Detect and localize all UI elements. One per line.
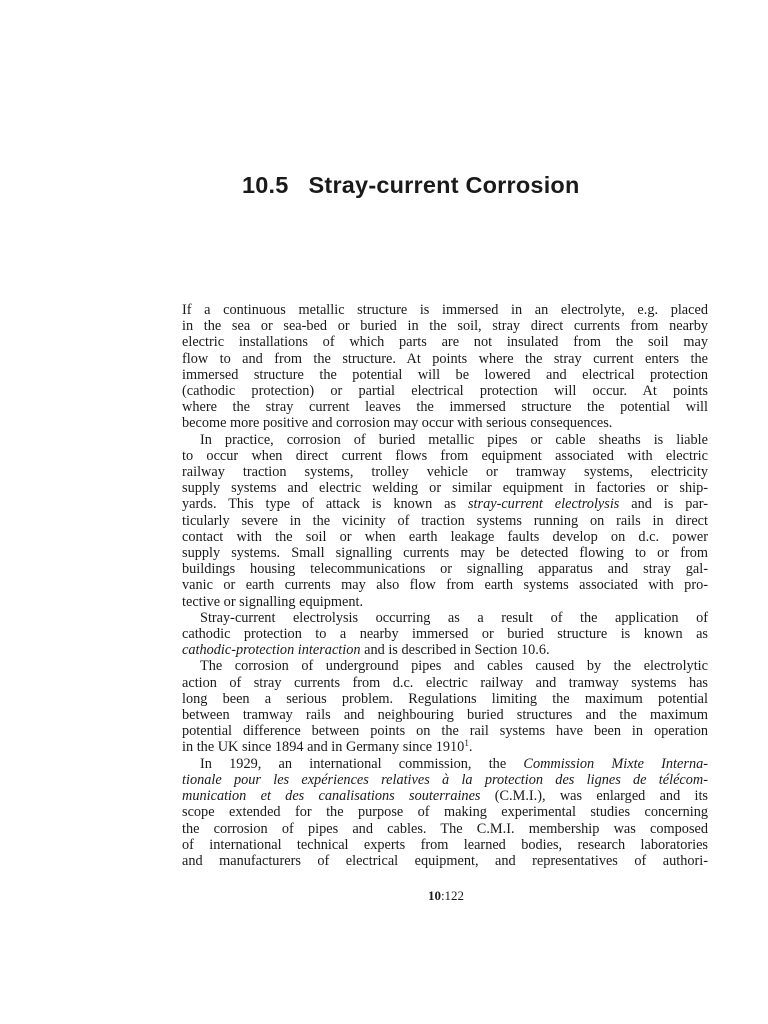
text-line: scope extended for the purpose of making experimental studies concerning — [182, 804, 708, 821]
text-line: to occur when direct current flows from equipment associated with electric — [182, 447, 708, 464]
text-line — [182, 772, 708, 788]
text-line: long been a serious problem. Regulations limiting the maximum potential — [182, 690, 708, 707]
text-line: railway traction systems, trolley vehicle or tramway systems, electricity — [182, 464, 708, 481]
footnote-ref: 1 — [464, 738, 469, 749]
text-line: supply systems and electric welding or similar equipment in factories or ship- — [182, 480, 708, 497]
paragraph-2 — [182, 432, 708, 610]
paragraph-5 — [182, 756, 708, 869]
text-line: the corrosion of pipes and cables. The C.M.I. membership was composed — [182, 820, 708, 837]
section-number: 10.5 — [242, 172, 289, 198]
italic-term: Commission Mixte Interna- — [523, 755, 708, 772]
text-line: yards. This type of attack is known as stray-current electrolysis and is par- — [182, 496, 708, 513]
italic-term: munication et des canalisations souterraines — [182, 788, 481, 805]
italic-term: stray-current electrolysis — [467, 496, 620, 513]
text-line: buildings housing telecommunications or signalling apparatus and stray gal- — [182, 561, 708, 578]
page-number — [0, 888, 768, 904]
text-line: If a continuous metallic structure is immersed in an electrolyte, e.g. placed — [182, 302, 708, 318]
italic-term: tionale pour les expériences relatives à la protection des lignes de télécom- — [182, 771, 708, 788]
paragraph-4 — [182, 658, 708, 755]
section-title: Stray-current Corrosion — [308, 172, 580, 198]
text-line: cathodic-protection interaction and is described in Section 10.6. — [182, 642, 550, 659]
italic-term: cathodic-protection interaction — [182, 642, 361, 659]
text-line: become more positive and corrosion may occur with serious consequences. — [182, 415, 613, 432]
text-line: electric installations of which parts are not insulated from the soil may — [182, 334, 708, 351]
text-line: where the stray current leaves the immersed structure the potential will — [182, 399, 708, 416]
text-line: action of stray currents from d.c. electric railway and tramway systems has — [182, 674, 708, 691]
text-line: flow to and from the structure. At points where the stray current enters the — [182, 350, 708, 367]
page-folio: :122 — [440, 888, 465, 903]
text-line: The corrosion of underground pipes and cables caused by the electrolytic — [200, 658, 708, 675]
text-line: ticularly severe in the vicinity of traction systems running on rails in direct — [182, 512, 708, 529]
text-line: Stray-current electrolysis occurring as a result of the application of — [200, 609, 708, 626]
section-heading — [242, 172, 580, 199]
chapter-number: 10 — [427, 888, 441, 903]
text-line: in the sea or sea-bed or buried in the soil, stray direct currents from nearby — [182, 318, 708, 335]
text-line: between tramway rails and neighbouring buried structures and the maximum — [182, 707, 708, 724]
text-line: potential difference between points on the rail systems have been in operation — [182, 723, 708, 740]
text-line: In practice, corrosion of buried metallic pipes or cable sheaths is liable — [200, 431, 708, 448]
body-text — [182, 302, 708, 869]
text-line: vanic or earth currents may also flow from earth systems associated with pro- — [182, 577, 708, 594]
text-line: tective or signalling equipment. — [182, 593, 364, 610]
text-line: immersed structure the potential will be lowered and electrical protection — [182, 366, 708, 383]
text-line: contact with the soil or when earth leakage faults develop on d.c. power — [182, 528, 708, 545]
text-line: munication et des canalisations souterraines (C.M.I.), was enlarged and its — [182, 788, 708, 805]
paragraph-1 — [182, 302, 708, 432]
paragraph-3 — [182, 610, 708, 659]
text-line: In 1929, an international commission, the Commission Mixte Interna- — [200, 755, 708, 772]
text-line: cathodic protection to a nearby immersed or buried structure is known as — [182, 626, 708, 643]
text-line: and manufacturers of electrical equipment, and representatives of authori- — [182, 852, 708, 869]
text-line: of international technical experts from learned bodies, research laboratories — [182, 836, 708, 853]
text-line: supply systems. Small signalling currents may be detected flowing to or from — [182, 545, 708, 562]
text-line: in the UK since 1894 and in Germany since 1910$^1$. — [182, 738, 473, 756]
text-line: (cathodic protection) or partial electrical protection will occur. At points — [182, 383, 708, 400]
